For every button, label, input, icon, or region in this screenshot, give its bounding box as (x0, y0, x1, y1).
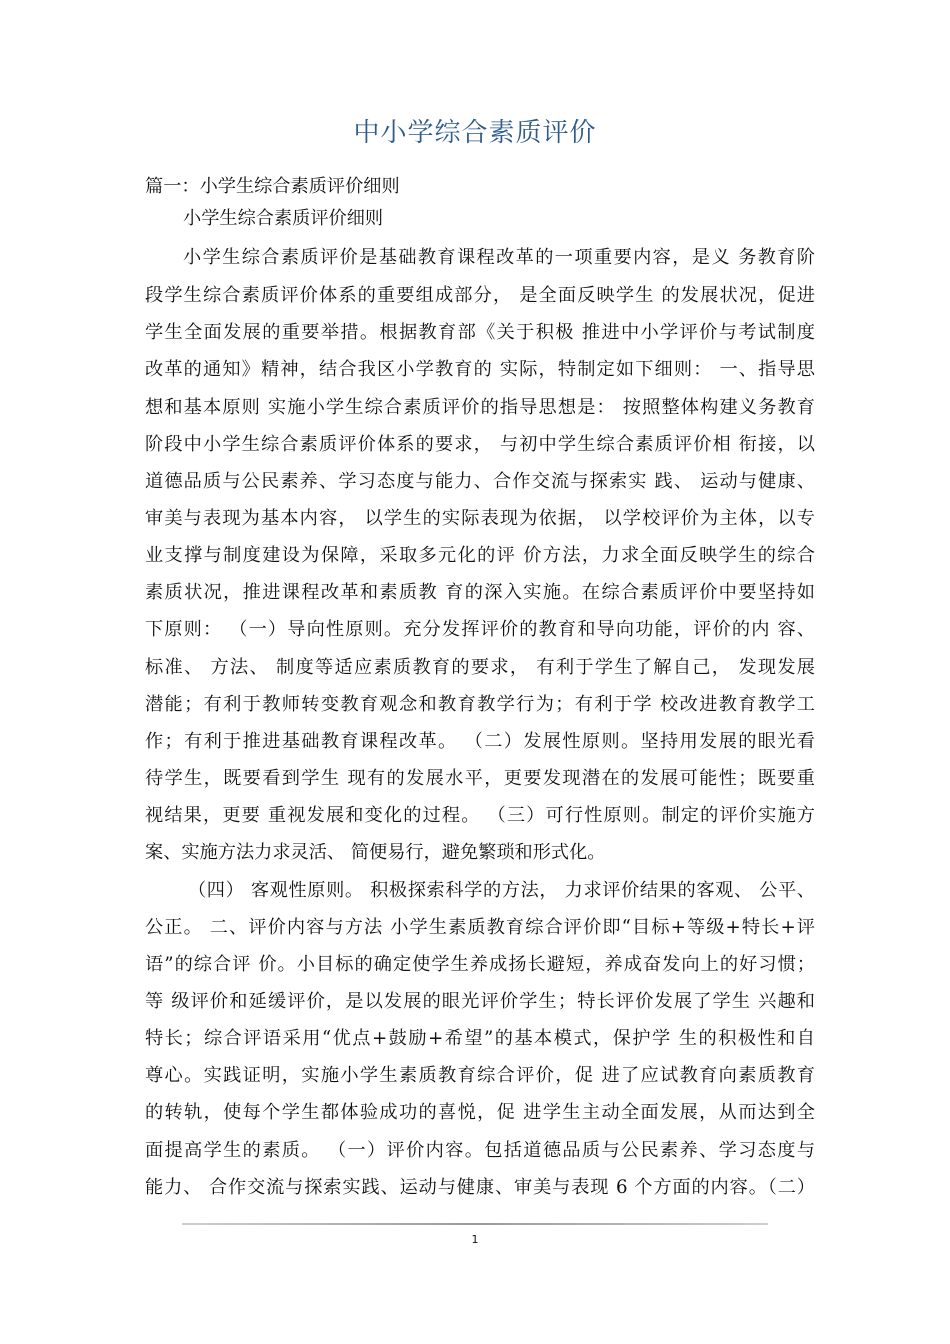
paragraph-line: 特长；综合评语采用“优点+鼓励+希望”的基本模式，保护学 生的积极性和自 (145, 1028, 815, 1049)
paragraph-line: 等 级评价和延缓评价，是以发展的眼光评价学生；特长评价发展了学生 兴趣和 (145, 991, 815, 1012)
paragraph-line: 面提高学生的素质。 （一）评价内容。包括道德品质与公民素养、学习态度与 (145, 1140, 815, 1161)
paragraph-line: 阶段中小学生综合素质评价体系的要求， 与初中学生综合素质评价相 衔接，以 (145, 434, 815, 455)
paragraph-line: 业支撑与制度建设为保障，采取多元化的评 价方法，力求全面反映学生的综合 (145, 545, 815, 566)
paragraph-line: 小学生综合素质评价是基础教育课程改革的一项重要内容，是义 务教育阶 (183, 247, 815, 268)
paragraph-line: 作；有利于推进基础教育课程改革。 （二）发展性原则。坚持用发展的眼光看 (145, 731, 815, 752)
paragraph-line: 能力、 合作交流与探索实践、运动与健康、审美与表现 6 个方面的内容。（二） (145, 1177, 815, 1198)
paragraph-line: 语”的综合评 价。小目标的确定使学生养成扬长避短，养成奋发向上的好习惯； (145, 954, 815, 975)
paragraph-line: 想和基本原则 实施小学生综合素质评价的指导思想是： 按照整体构建义务教育 (145, 397, 815, 418)
page-number: 1 (471, 1233, 479, 1246)
paragraph-line: 道德品质与公民素养、学习态度与能力、合作交流与探索实 践、 运动与健康、 (145, 471, 815, 492)
paragraph-line: 学生全面发展的重要举措。根据教育部《关于积极 推进中小学评价与考试制度 (145, 322, 815, 343)
subsection-heading: 小学生综合素质评价细则 (183, 208, 384, 229)
paragraph-line: 审美与表现为基本内容， 以学生的实际表现为依据， 以学校评价为主体，以专 (145, 508, 815, 529)
paragraph-line: 的转轨，使每个学生都体验成功的喜悦，促 进学生主动全面发展，从而达到全 (145, 1102, 815, 1123)
section-heading: 篇一：小学生综合素质评价细则 (145, 176, 400, 197)
paragraph-line: 待学生，既要看到学生 现有的发展水平，更要发现潜在的发展可能性；既要重 (145, 768, 815, 789)
paragraph-line: 潜能；有利于教师转变教育观念和教育教学行为；有利于学 校改进教育教学工 (145, 694, 815, 715)
paragraph-line: 素质状况，推进课程改革和素质教 育的深入实施。在综合素质评价中要坚持如 (145, 582, 815, 603)
paragraph-line: （四） 客观性原则。 积极探索科学的方法， 力求评价结果的客观、 公平、 (188, 880, 815, 901)
paragraph-line: 公正。 二、评价内容与方法 小学生素质教育综合评价即“目标+等级+特长+评 (145, 917, 815, 938)
paragraph-line: 尊心。实践证明，实施小学生素质教育综合评价，促 进了应试教育向素质教育 (145, 1065, 815, 1086)
paragraph-line: 标准、 方法、 制度等适应素质教育的要求， 有利于学生了解自己， 发现发展 (145, 657, 815, 678)
paragraph-line: 段学生综合素质评价体系的重要组成部分， 是全面反映学生 的发展状况，促进 (145, 285, 815, 306)
paragraph-line: 案、实施方法力求灵活、 简便易行，避免繁琐和形式化。 (145, 842, 606, 863)
paragraph-line: 视结果，更要 重视发展和变化的过程。 （三）可行性原则。制定的评价实施方 (145, 805, 815, 826)
paragraph-line: 下原则： （一）导向性原则。充分发挥评价的教育和导向功能，评价的内 容、 (145, 619, 815, 640)
paragraph-line: 改革的通知》精神，结合我区小学教育的 实际，特制定如下细则： 一、指导思 (145, 359, 815, 380)
footer-divider (182, 1223, 768, 1225)
document-title: 中小学综合素质评价 (353, 118, 597, 148)
